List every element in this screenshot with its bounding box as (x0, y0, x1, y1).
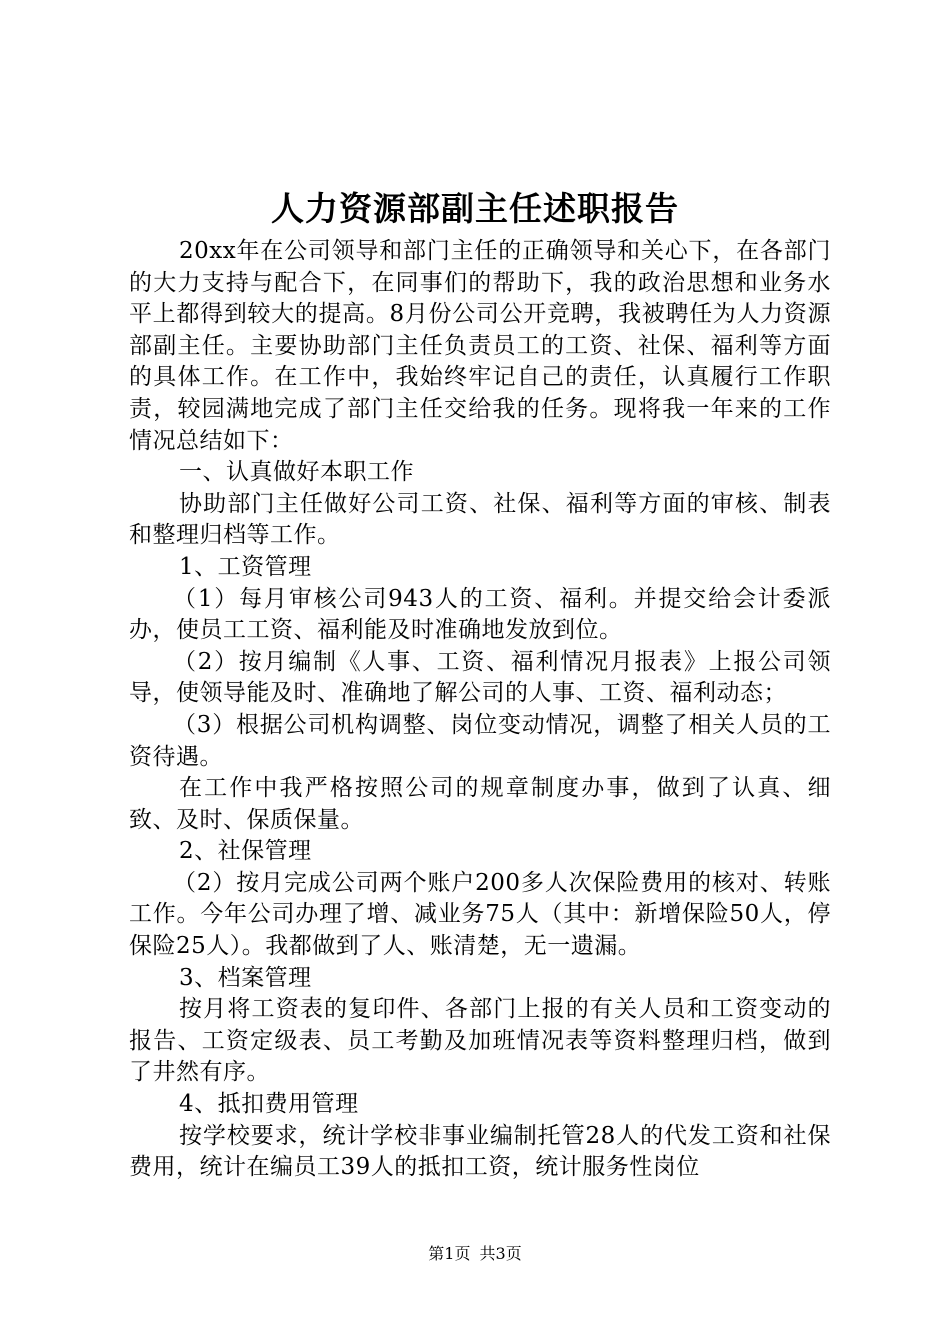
paragraph-intro: 20xx年在公司领导和部门主任的正确领导和关心下，在各部门的大力支持与配合下，在同事们的帮助下，我的政治思想和业务水平上都得到较大的提高。8月份公司公开竞聘，我被聘任为人力资源部副主任。主要协助部门主任负责员工的工资、社保、福利等方面的具体工作。在工作中，我始终牢记自己的责任，认真履行工作职责，较园满地完成了部门主任交给我的任务。现将我一年来的工作情况总结如下： (129, 238, 831, 454)
paragraph-salary-2: （2）按月编制《人事、工资、福利情况月报表》上报公司领导，使领导能及时、准确地了解公司的人事、工资、福利动态； (129, 648, 831, 707)
paragraph-work-attitude: 在工作中我严格按照公司的规章制度办事，做到了认真、细致、及时、保质保量。 (129, 775, 831, 833)
subheading-archives: 3、档案管理 (179, 964, 312, 991)
document-body (129, 236, 831, 1184)
paragraph-salary-3: （3）根据公司机构调整、岗位变动情况，调整了相关人员的工资待遇。 (129, 711, 831, 770)
section-heading-1: 一、认真做好本职工作 (179, 459, 414, 486)
paragraph-deductions: 按学校要求，统计学校非事业编制托管28人的代发工资和社保费用，统计在编员工39人的抵扣工资，统计服务性岗位 (129, 1122, 831, 1181)
page-footer (0, 1243, 950, 1265)
paragraph-salary-1: （1）每月审核公司943人的工资、福利。并提交给会计委派办，使员工工资、福利能及时准确地发放到位。 (129, 585, 831, 644)
page-number: 第1页 (428, 1244, 471, 1263)
paragraph-social-security: （2）按月完成公司两个账户200多人次保险费用的核对、转账工作。今年公司办理了增、减业务75人（其中：新增保险50人，停保险25人）。我都做到了人、账清楚，无一遗漏。 (129, 869, 831, 960)
paragraph-duties: 协助部门主任做好公司工资、社保、福利等方面的审核、制表和整理归档等工作。 (129, 490, 831, 549)
document-title: 人力资源部副主任述职报告 (271, 189, 679, 228)
paragraph-archives: 按月将工资表的复印件、各部门上报的有关人员和工资变动的报告、工资定级表、员工考勤及加班情况表等资料整理归档，做到了井然有序。 (129, 996, 831, 1086)
subheading-social-security: 2、社保管理 (179, 838, 312, 865)
page-total: 共3页 (479, 1244, 522, 1263)
subheading-deductions: 4、抵扣费用管理 (179, 1091, 359, 1118)
subheading-salary: 1、工资管理 (179, 553, 312, 580)
